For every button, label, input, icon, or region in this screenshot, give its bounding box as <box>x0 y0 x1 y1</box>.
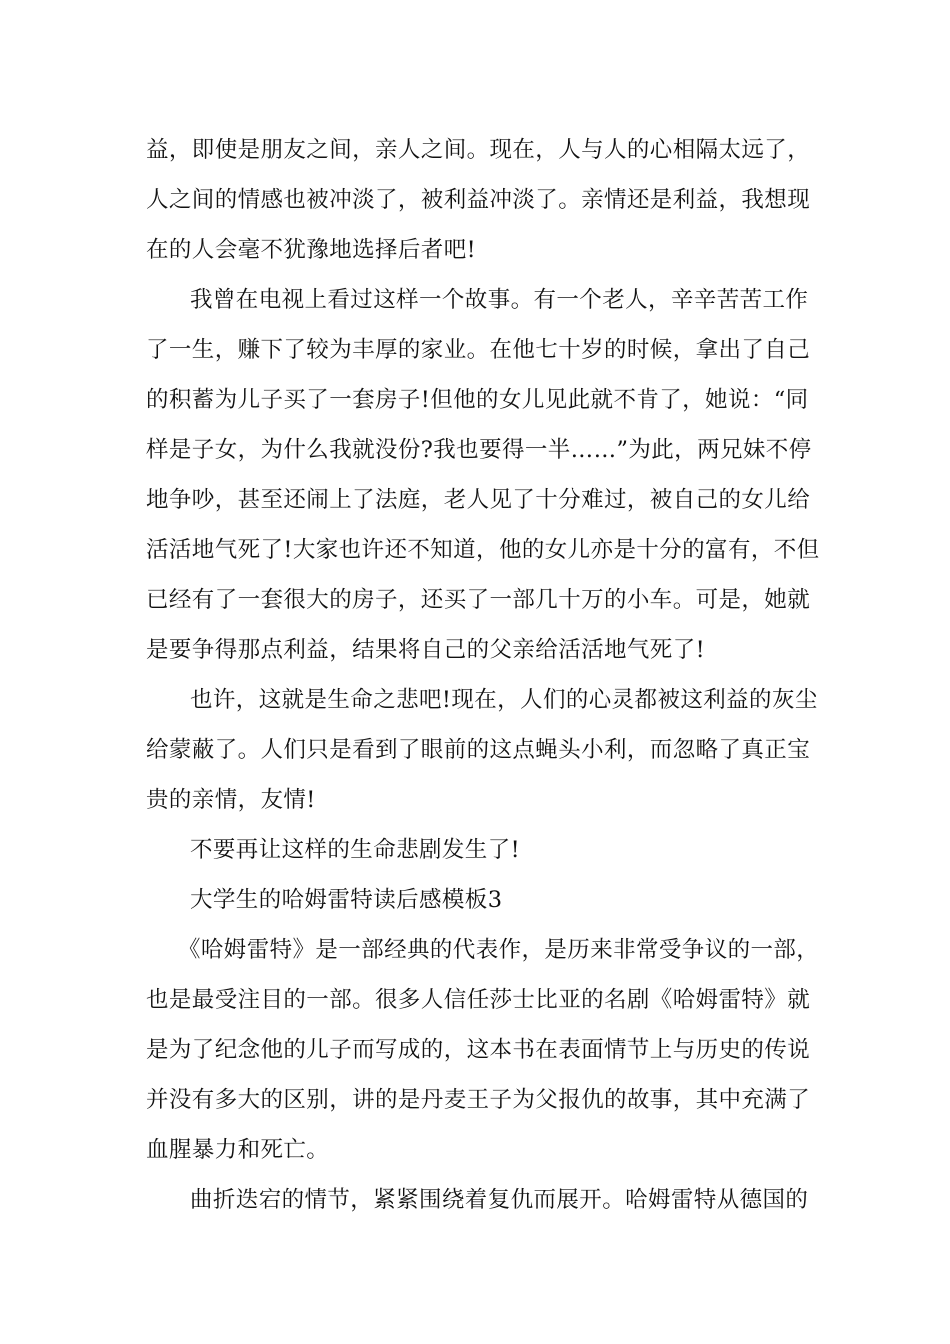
text-line: 是为了纪念他的儿子而写成的，这本书在表面情节上与历史的传说 <box>146 1037 811 1063</box>
section-heading: 大学生的哈姆雷特读后感模板3 <box>190 887 503 913</box>
text-line: 不要再让这样的生命悲剧发生了! <box>190 837 521 863</box>
text-line: 曲折迭宕的情节，紧紧围绕着复仇而展开。哈姆雷特从德国的 <box>190 1187 809 1213</box>
text-line: 在的人会毫不犹豫地选择后者吧! <box>146 237 477 263</box>
text-line: 益，即使是朋友之间，亲人之间。现在，人与人的心相隔太远了， <box>146 137 811 163</box>
text-line: 了一生，赚下了较为丰厚的家业。在他七十岁的时候，拿出了自己 <box>146 337 811 363</box>
text-line: 贵的亲情，友情! <box>146 787 316 813</box>
text-line: 已经有了一套很大的房子，还买了一部几十万的小车。可是，她就 <box>146 587 811 613</box>
text-line: 人之间的情感也被冲淡了，被利益冲淡了。亲情还是利益，我想现 <box>146 187 811 213</box>
text-line: 地争吵，甚至还闹上了法庭，老人见了十分难过，被自己的女儿给 <box>146 487 811 513</box>
text-line: 也许，这就是生命之悲吧!现在，人们的心灵都被这利益的灰尘 <box>190 687 818 713</box>
text-line: 《哈姆雷特》是一部经典的代表作，是历来非常受争议的一部， <box>178 937 820 963</box>
text-line: 血腥暴力和死亡。 <box>146 1137 330 1163</box>
text-line: 是要争得那点利益，结果将自己的父亲给活活地气死了! <box>146 637 706 663</box>
text-line: 我曾在电视上看过这样一个故事。有一个老人，辛辛苦苦工作 <box>190 287 809 313</box>
text-line: 并没有多大的区别，讲的是丹麦王子为父报仇的故事，其中充满了 <box>146 1087 811 1113</box>
text-line: 活活地气死了!大家也许还不知道，他的女儿亦是十分的富有，不但 <box>146 537 820 563</box>
text-line: 给蒙蔽了。人们只是看到了眼前的这点蝇头小利，而忽略了真正宝 <box>146 737 811 763</box>
text-line: 的积蓄为儿子买了一套房子!但他的女儿见此就不肯了，她说：“同 <box>146 387 809 413</box>
text-line: 也是最受注目的一部。很多人信任莎士比亚的名剧《哈姆雷特》就 <box>146 987 811 1013</box>
text-line: 样是子女，为什么我就没份?我也要得一半……”为此，两兄妹不停 <box>146 437 812 463</box>
